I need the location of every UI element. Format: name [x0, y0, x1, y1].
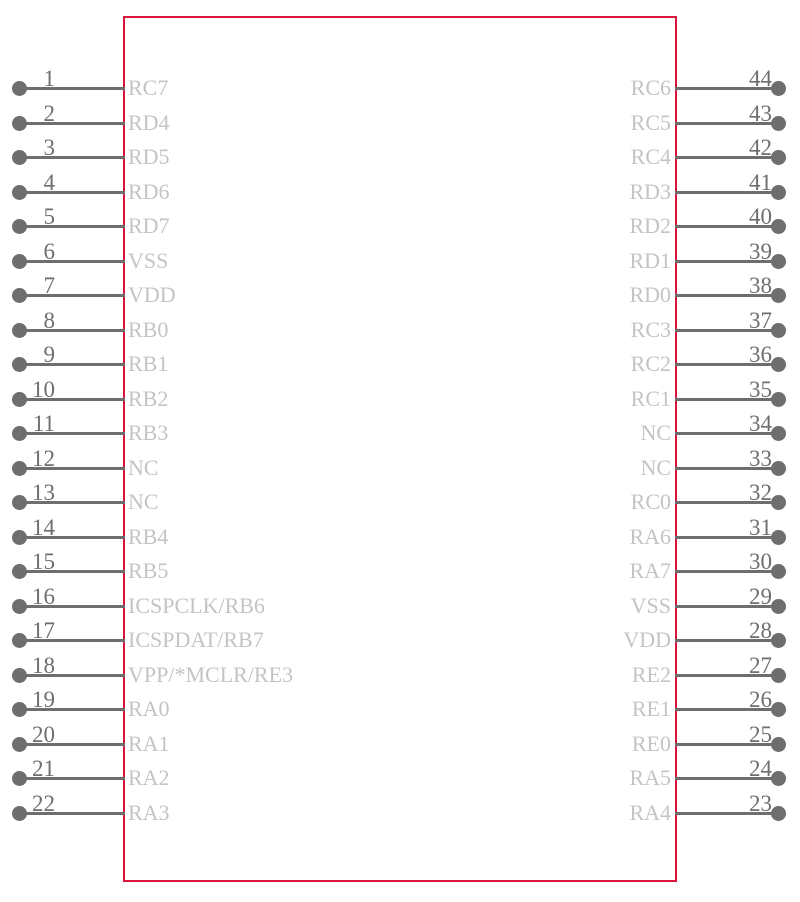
pin-connection-dot — [771, 530, 786, 545]
pin-label: NC — [640, 420, 671, 445]
pin-label: VDD — [128, 282, 176, 307]
pin-connection-dot — [771, 564, 786, 579]
pin-connection-dot — [771, 599, 786, 614]
pin-label: NC — [128, 454, 159, 480]
pin-label: RC0 — [630, 489, 671, 514]
pin-number: 32 — [749, 480, 772, 505]
pin-label: RC7 — [128, 75, 169, 100]
pin-label: RC3 — [630, 316, 671, 342]
pin-label: RE0 — [631, 730, 671, 756]
pin-number: 3 — [43, 135, 55, 160]
pin-number: 38 — [749, 273, 772, 298]
pin-label: RB0 — [128, 316, 169, 342]
pin-number: 22 — [32, 790, 55, 816]
pin-connection-dot — [771, 288, 786, 303]
pin-number: 33 — [749, 445, 772, 471]
pin-connection-dot — [771, 495, 786, 510]
pin-label: RD3 — [629, 178, 671, 204]
pin-connection-dot — [771, 702, 786, 717]
pin-label: RB5 — [128, 558, 169, 583]
pin-number: 36 — [749, 342, 772, 367]
pin-label: RB3 — [128, 420, 169, 445]
pin-number: 43 — [749, 100, 772, 126]
pin-number: 44 — [749, 66, 772, 91]
pin-number: 15 — [32, 549, 55, 574]
pin-number: 29 — [749, 583, 772, 609]
pin-label: RB4 — [128, 523, 169, 549]
pin-label: RC6 — [630, 75, 671, 100]
pin-connection-dot — [771, 116, 786, 131]
pin-connection-dot — [771, 81, 786, 96]
pin-label: VPP/*MCLR/RE3 — [128, 661, 294, 687]
pin-number: 20 — [32, 721, 55, 747]
pin-label: RB2 — [128, 385, 169, 411]
pin-connection-dot — [771, 668, 786, 683]
pin-number: 24 — [749, 756, 772, 781]
pin-label: RA2 — [128, 765, 170, 790]
pin-label: RC1 — [630, 385, 671, 411]
pin-label: RD4 — [128, 109, 170, 135]
pin-number: 7 — [43, 273, 55, 298]
pin-number: 5 — [43, 204, 55, 229]
pin-label: RA5 — [629, 765, 671, 790]
pin-label: RA0 — [128, 696, 170, 721]
pin-number: 30 — [749, 549, 772, 574]
pin-label: RA6 — [629, 523, 671, 549]
pin-label: RD6 — [128, 178, 170, 204]
pin-label: RB1 — [128, 351, 169, 376]
pin-number: 25 — [749, 721, 772, 747]
pin-connection-dot — [771, 426, 786, 441]
pin-number: 42 — [749, 135, 772, 160]
pin-label: VSS — [128, 247, 169, 273]
pin-label: RD1 — [629, 247, 671, 273]
pin-connection-dot — [771, 254, 786, 269]
pin-label: RE2 — [631, 661, 671, 687]
pin-number: 1 — [43, 66, 55, 91]
pin-number: 8 — [43, 307, 55, 333]
pin-number: 23 — [749, 790, 772, 816]
pin-number: 14 — [32, 514, 55, 540]
pin-connection-dot — [771, 392, 786, 407]
pin-number: 27 — [749, 652, 772, 678]
pin-label: RC2 — [630, 351, 671, 376]
pin-number: 11 — [32, 411, 55, 436]
pin-connection-dot — [771, 357, 786, 372]
pin-number: 31 — [749, 514, 772, 540]
pin-label: RA4 — [629, 799, 671, 825]
pin-number: 26 — [749, 687, 772, 712]
pin-connection-dot — [771, 185, 786, 200]
pin-number: 13 — [32, 480, 55, 505]
pin-number: 9 — [43, 342, 55, 367]
pin-label: ICSPCLK/RB6 — [128, 592, 265, 618]
pin-label: RA3 — [128, 799, 170, 825]
pin-label: ICSPDAT/RB7 — [128, 627, 264, 652]
pin-label: NC — [128, 489, 159, 514]
pin-label: RD0 — [629, 282, 671, 307]
pin-connection-dot — [771, 323, 786, 338]
pin-label: VSS — [630, 592, 671, 618]
pin-number: 40 — [749, 204, 772, 229]
pin-number: 4 — [43, 169, 55, 195]
pin-label: RA1 — [128, 730, 170, 756]
pin-number: 12 — [32, 445, 55, 471]
pin-number: 10 — [32, 376, 55, 402]
pin-number: 21 — [32, 756, 55, 781]
pin-number: 19 — [32, 687, 55, 712]
pin-connection-dot — [771, 771, 786, 786]
pin-label: RC5 — [630, 109, 671, 135]
pin-connection-dot — [771, 633, 786, 648]
pin-connection-dot — [771, 737, 786, 752]
pin-label: RD7 — [128, 213, 170, 238]
pin-number: 34 — [749, 411, 772, 436]
pin-connection-dot — [771, 461, 786, 476]
pin-number: 6 — [43, 238, 55, 264]
pin-connection-dot — [771, 219, 786, 234]
pin-number: 2 — [43, 100, 55, 126]
pin-number: 28 — [749, 618, 772, 643]
pin-label: RC4 — [630, 144, 671, 169]
pin-number: 18 — [32, 652, 55, 678]
pin-number: 39 — [749, 238, 772, 264]
pin-label: RE1 — [631, 696, 671, 721]
pin-number: 37 — [749, 307, 772, 333]
pin-connection-dot — [771, 150, 786, 165]
pin-number: 35 — [749, 376, 772, 402]
pin-number: 17 — [32, 618, 55, 643]
pin-label: RD5 — [128, 144, 170, 169]
pin-label: VDD — [623, 627, 671, 652]
pin-number: 41 — [749, 169, 772, 195]
pin-label: RD2 — [629, 213, 671, 238]
pin-connection-dot — [771, 806, 786, 821]
pin-label: NC — [640, 454, 671, 480]
pin-label: RA7 — [629, 558, 671, 583]
component-body — [123, 16, 677, 882]
pin-number: 16 — [32, 583, 55, 609]
